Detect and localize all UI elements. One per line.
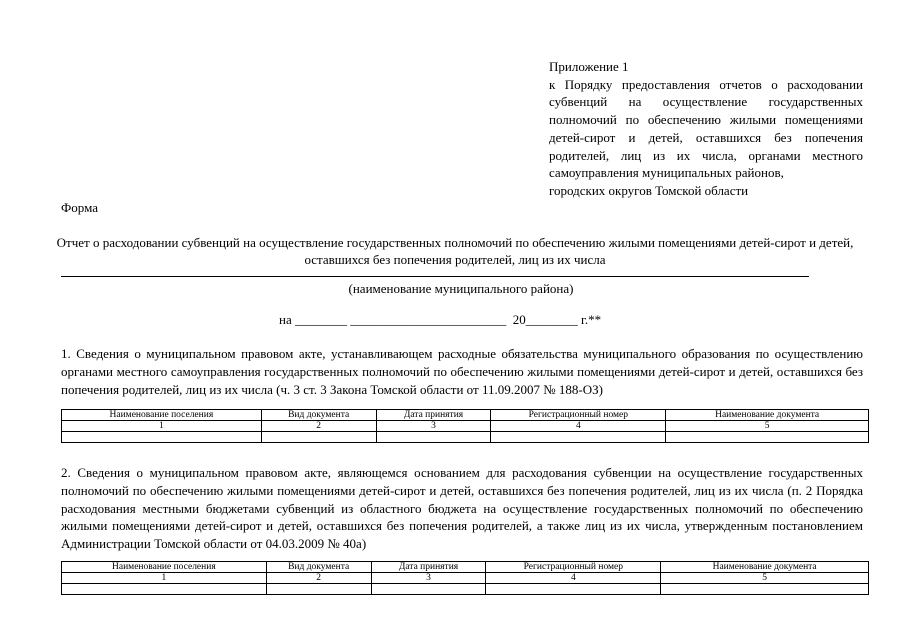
number-cell: 4 xyxy=(486,573,661,584)
appendix-body: к Порядку предоставления отчетов о расходовании субвенций на осуществление государственных полномочий по обеспечению жилыми помещениями детей-сирот и детей, оставшихся без попечения родителей, лиц из их числа, органами местного самоуправления муниципальных районов, xyxy=(549,76,863,181)
section-2-table xyxy=(61,561,869,595)
empty-cell xyxy=(371,584,486,595)
header-cell: Наименование поселения xyxy=(62,562,267,573)
empty-cell xyxy=(661,584,869,595)
section-1-text: 1. Сведения о муниципальном правовом акте, устанавливающем расходные обязательства муниципального образования по осуществлению органами местного самоуправления государственных полномочий по обеспечению жилыми помещениями детей-сирот и детей, оставшихся без попечения родителей, лиц из их числа (ч. 3 ст. 3 Закона Томской области от 11.09.2007 № 188-ОЗ) xyxy=(61,346,863,397)
number-cell: 2 xyxy=(261,421,376,432)
municipality-fill-line xyxy=(61,276,809,277)
appendix-block xyxy=(549,58,863,200)
report-title: Отчет о расходовании субвенций на осуществление государственных полномочий по обеспечению жилыми помещениями детей-сирот и детей, оставшихся без попечения родителей, лиц из их числа xyxy=(56,235,854,267)
header-cell: Вид документа xyxy=(261,410,376,421)
header-cell: Регистрационный номер xyxy=(486,562,661,573)
header-cell: Дата принятия xyxy=(376,410,491,421)
number-cell: 3 xyxy=(376,421,491,432)
number-cell: 2 xyxy=(266,573,371,584)
number-cell: 1 xyxy=(62,573,267,584)
section-1-table xyxy=(61,409,869,443)
appendix-title: Приложение 1 xyxy=(549,59,629,74)
empty-cell xyxy=(376,432,491,443)
empty-cell xyxy=(62,432,262,443)
empty-cell xyxy=(486,584,661,595)
empty-cell xyxy=(491,432,666,443)
number-cell: 5 xyxy=(661,573,869,584)
header-cell: Дата принятия xyxy=(371,562,486,573)
section-2-text: 2. Сведения о муниципальном правовом акте, являющемся основанием для расходования субвенции на осуществление государственных полномочий по обеспечению жилыми помещениями детей-сирот и детей, оставшихся без попечения родителей, лиц из их числа (п. 2 Порядка расходования местными бюджетами субвенций из областного бюджета на осуществление государственных полномочий по обеспечению жилыми помещениями детей-сирот и детей, оставшихся без попечения родителей, а также лиц из их числа, утвержденным постановлением Администрации Томской области от 04.03.2009 № 40а) xyxy=(61,465,863,552)
table-empty-row xyxy=(62,584,869,595)
form-label: Форма xyxy=(61,200,98,215)
header-cell: Наименование документа xyxy=(661,562,869,573)
table-number-row xyxy=(62,573,869,584)
header-cell: Наименование документа xyxy=(666,410,869,421)
header-cell: Регистрационный номер xyxy=(491,410,666,421)
number-cell: 4 xyxy=(491,421,666,432)
empty-cell xyxy=(62,584,267,595)
municipality-caption: (наименование муниципального района) xyxy=(348,281,574,296)
number-cell: 5 xyxy=(666,421,869,432)
appendix-last-line: городских округов Томской области xyxy=(549,182,749,198)
header-cell: Наименование поселения xyxy=(62,410,262,421)
table-number-row xyxy=(62,421,869,432)
table-empty-row xyxy=(62,432,869,443)
empty-cell xyxy=(266,584,371,595)
number-cell: 3 xyxy=(371,573,486,584)
header-cell: Вид документа xyxy=(266,562,371,573)
empty-cell xyxy=(261,432,376,443)
table-header-row xyxy=(62,410,869,421)
empty-cell xyxy=(666,432,869,443)
report-date-line: на ________ ________________________ 20________ г.** xyxy=(279,312,602,327)
table-header-row xyxy=(62,562,869,573)
number-cell: 1 xyxy=(62,421,262,432)
